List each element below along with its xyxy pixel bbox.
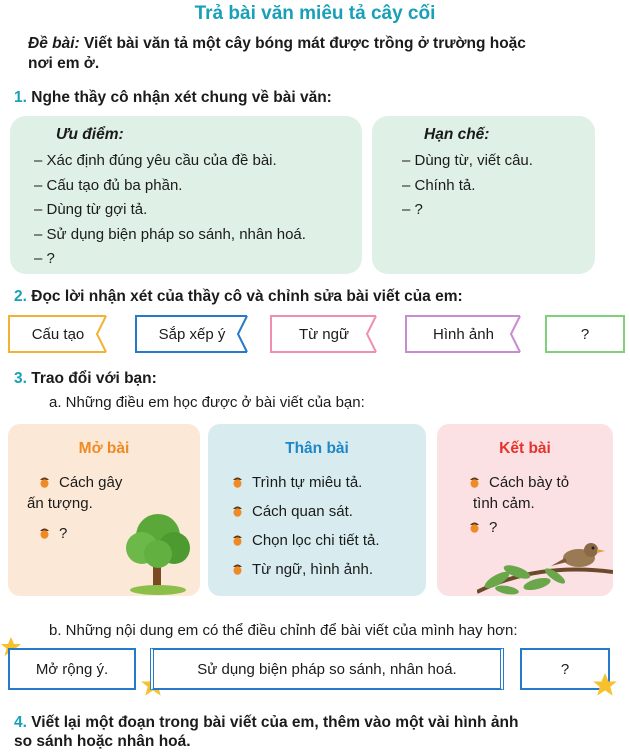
- card-body: [208, 424, 426, 596]
- strengths-box: [10, 116, 362, 274]
- tag-label: Sử dụng biện pháp so sánh, nhân hoá.: [197, 660, 457, 678]
- list-item: – ?: [402, 201, 423, 218]
- tag-notch-icon: [235, 315, 249, 353]
- card-introduction: [8, 424, 200, 596]
- section-number: 2.: [14, 288, 27, 305]
- card-conclusion: [437, 424, 613, 596]
- section-number: 1.: [14, 89, 27, 106]
- card-item: Cách bày tỏ: [469, 472, 569, 493]
- list-item: – Sử dụng biện pháp so sánh, nhân hoá.: [34, 225, 306, 243]
- card-item: ?: [469, 517, 497, 538]
- prompt-text-line2: nơi em ở.: [28, 55, 100, 72]
- list-item: – Dùng từ gợi tả.: [34, 201, 148, 218]
- star-icon: [592, 672, 618, 698]
- bottom-tag-techniques: [150, 648, 504, 690]
- list-item: – Chính tả.: [402, 176, 476, 194]
- sub-question-a: a. Những điều em học được ở bài viết của bạn:: [49, 394, 365, 411]
- card-heading: Kết bài: [499, 440, 551, 457]
- tag-label: Sắp xếp ý: [158, 325, 226, 343]
- tag-label: ?: [560, 660, 570, 678]
- list-item: – Cấu tạo đủ ba phần.: [34, 176, 183, 194]
- card-item-continued: tình cảm.: [473, 495, 535, 512]
- acorn-icon: [232, 475, 243, 488]
- section-text-line2: so sánh hoặc nhân hoá.: [14, 733, 191, 750]
- limitations-heading: Hạn chế:: [424, 126, 490, 143]
- limitations-box: [372, 116, 595, 274]
- card-item: Chọn lọc chi tiết tả.: [232, 530, 380, 551]
- acorn-icon: [39, 475, 50, 488]
- acorn-icon: [232, 562, 243, 575]
- list-item: – Dùng từ, viết câu.: [402, 152, 533, 169]
- tag-label: Cấu tạo: [31, 325, 85, 343]
- card-heading: Thân bài: [285, 440, 349, 457]
- acorn-icon: [469, 475, 480, 488]
- section-text: Trao đổi với bạn:: [31, 370, 157, 387]
- tag-label: ?: [580, 325, 590, 343]
- section-3-heading: [14, 370, 157, 388]
- page-title: Trả bài văn miêu tả cây cối: [194, 3, 436, 24]
- tag-notch-icon: [94, 315, 108, 353]
- bottom-tag-expand: [8, 648, 136, 690]
- prompt-text-line1: Viết bài văn tả một cây bóng mát được trồng ở trường hoặc: [84, 35, 526, 52]
- card-heading: Mở bài: [78, 440, 130, 457]
- tag-wording: [270, 315, 376, 353]
- tag-label: Hình ảnh: [433, 325, 494, 343]
- tag-label: Từ ngữ: [298, 325, 350, 343]
- list-item: – Xác định đúng yêu cầu của đề bài.: [34, 152, 277, 169]
- tag-structure: [8, 315, 106, 353]
- card-item: ?: [39, 523, 67, 544]
- section-4-heading: [14, 713, 614, 751]
- card-item: Trình tự miêu tả.: [232, 472, 362, 493]
- tag-notch-icon: [508, 315, 522, 353]
- limitations-list: [402, 149, 533, 223]
- tag-arrangement: [135, 315, 247, 353]
- prompt-label: Đề bài:: [28, 35, 80, 52]
- tag-other: [545, 315, 625, 353]
- acorn-icon: [232, 533, 243, 546]
- card-item: Cách quan sát.: [232, 501, 353, 522]
- assignment-prompt: [28, 34, 608, 74]
- tag-label: Mở rộng ý.: [35, 660, 109, 678]
- tag-notch-icon: [364, 315, 378, 353]
- card-item: Cách gây: [39, 472, 122, 493]
- section-text: Đọc lời nhận xét của thầy cô và chỉnh sửa bài viết của em:: [31, 288, 463, 305]
- strengths-list: [34, 149, 306, 272]
- section-number: 3.: [14, 370, 27, 387]
- tree-illustration: [118, 510, 198, 596]
- section-text: Nghe thầy cô nhận xét chung về bài văn:: [31, 89, 332, 106]
- acorn-icon: [232, 504, 243, 517]
- section-2-heading: [14, 288, 463, 306]
- section-1-heading: [14, 89, 332, 107]
- card-item: Từ ngữ, hình ảnh.: [232, 559, 373, 580]
- section-number: 4.: [14, 714, 27, 731]
- strengths-heading: Ưu điểm:: [56, 126, 124, 143]
- card-item-continued: ấn tượng.: [27, 495, 93, 512]
- tag-imagery: [405, 315, 520, 353]
- acorn-icon: [39, 526, 50, 539]
- bird-on-branch-illustration: [477, 532, 613, 596]
- sub-question-b: b. Những nội dung em có thể điều chỉnh để bài viết của mình hay hơn:: [49, 622, 518, 639]
- list-item: – ?: [34, 250, 55, 267]
- section-text-line1: Viết lại một đoạn trong bài viết của em, thêm vào một vài hình ảnh: [31, 714, 519, 731]
